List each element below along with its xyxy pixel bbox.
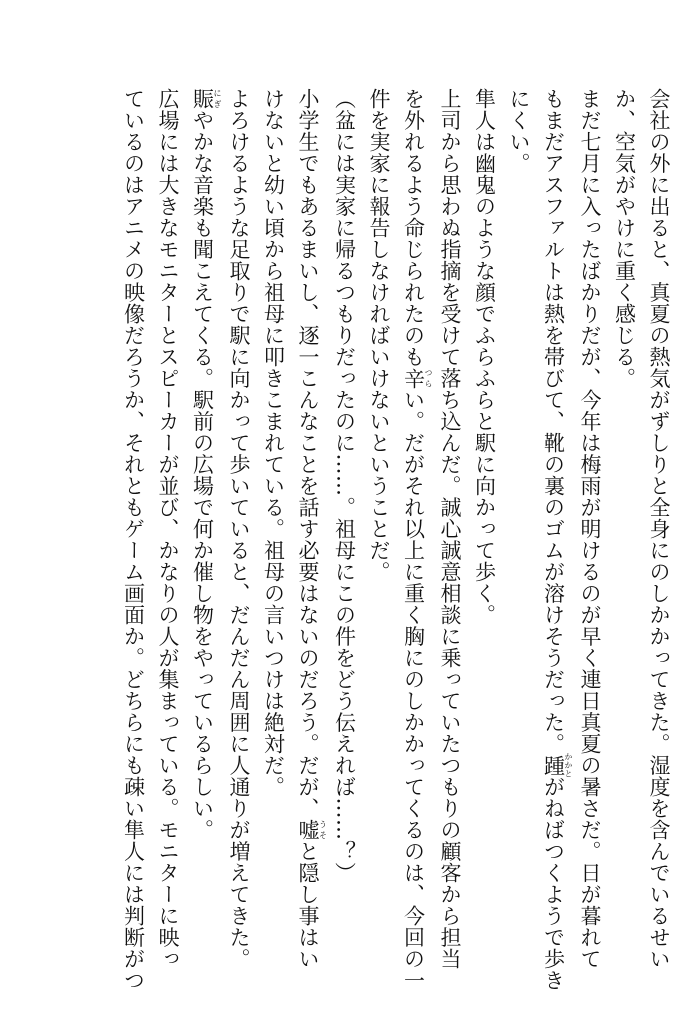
text-line (327, 88, 362, 988)
text-segment: 小学生でもあるまいし、逐一こんなことを話す必要はないのだろう。だが、 (296, 88, 320, 819)
text-line (222, 88, 257, 988)
text-line (362, 88, 397, 988)
text-segment: よろけるような足取りで駅に向かって歩いていると、だんだん周囲に人通りが増えてきた。 (227, 88, 251, 970)
ruby-base: 賑 (190, 88, 215, 110)
text-line (291, 88, 328, 988)
ruby-reading: つら (424, 367, 433, 389)
text-segment: 上司から思わぬ指摘を受けて落ち込んだ。誠心誠意相談に乗っていたつもりの顧客から担当 (438, 88, 462, 970)
text-line (642, 88, 677, 988)
text-line (467, 88, 502, 988)
text-segment: けないと幼い頃から祖母に叩きこまれている。祖母の言いつけは絶対だ。 (261, 88, 286, 798)
ruby-annotation (541, 752, 573, 778)
text-segment: い。だがそれ以上に重く胸にのしかかってくるのは、今回の一 (401, 389, 426, 991)
text-line (151, 88, 186, 988)
text-segment: 会社の外に出ると、真夏の熱気がずしりと全身にのしかかってきた。湿度を含んでいるせい (647, 88, 671, 970)
text-line (396, 88, 433, 991)
text-line (502, 88, 537, 988)
ruby-annotation (401, 367, 433, 390)
text-segment: ているのはアニメの映像だろうか、それともゲーム画面か。どちらにも疎い隼人には判断がつ (121, 88, 146, 991)
text-line (116, 88, 151, 991)
ruby-base: 踵 (541, 752, 566, 778)
text-segment: （盆には実家に帰るつもりだったのに……。祖母にこの件をどう伝えれば……？） (332, 88, 357, 884)
text-segment: まだ七月に入ったばかりだが、今年は梅雨が明けるのが早く連日真夏の暑さだ。日が暮れて (578, 88, 602, 970)
text-segment: 広場には大きなモニターとスピーカーが並び、かなりの人が集まっている。モニターに映っ (156, 88, 180, 970)
text-segment: もまだアスファルトは熱を帯びて、靴の裏のゴムが溶けそうだった。 (541, 88, 566, 755)
ruby-reading: にぎ (213, 88, 222, 110)
text-segment: か、空気がやけに重く感じる。 (612, 88, 637, 389)
text-segment: を外れるよう命じられたのも (401, 88, 426, 368)
text-segment: と隠し事はい (296, 840, 320, 970)
text-line (256, 88, 291, 988)
text-line (536, 88, 573, 991)
ruby-reading: うそ (318, 819, 328, 841)
ruby-reading: かかと (564, 752, 573, 778)
text-segment: やかな音楽も聞こえてくる。駅前の広場で何か催し物をやっているらしい。 (190, 109, 215, 841)
text-segment: にくい。 (507, 88, 531, 174)
text-segment: 件を実家に報告しなければいけないということだ。 (367, 88, 391, 583)
text-line (573, 88, 608, 988)
ruby-annotation (190, 88, 222, 110)
text-segment: 隼人は幽鬼のような顔でふらふらと駅に向かって歩く。 (472, 88, 497, 626)
ruby-base: 辛 (401, 367, 426, 389)
text-line (433, 88, 468, 988)
ruby-annotation (296, 819, 328, 841)
ruby-base: 嘘 (296, 819, 320, 841)
text-line (185, 88, 222, 988)
text-line (607, 88, 642, 988)
vertical-text-body (36, 88, 676, 991)
text-segment: がねばつくようで歩き (541, 776, 566, 991)
